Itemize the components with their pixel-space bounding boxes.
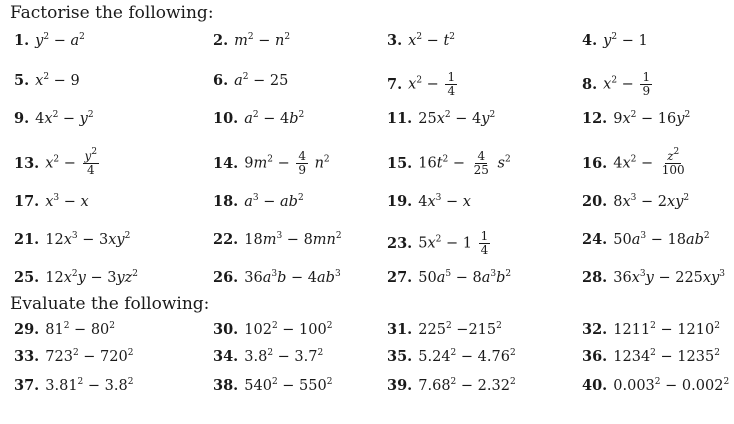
problem-number: 9. <box>14 110 30 127</box>
factorise-problem <box>14 147 101 177</box>
factorise-problem <box>387 31 455 51</box>
problem-number: 30. <box>213 321 239 338</box>
factorise-problem <box>387 109 495 129</box>
problem-expression: $4x^2$ − $\frac{z^2}{100}$ <box>613 147 685 177</box>
problem-number: 38. <box>213 377 239 394</box>
factorise-problem <box>14 230 130 250</box>
problem-number: 13. <box>14 154 40 172</box>
problem-number: 16. <box>582 154 608 172</box>
evaluate-problem <box>213 376 332 396</box>
evaluate-problem <box>387 320 502 340</box>
evaluate-problem <box>582 347 720 367</box>
problem-number: 37. <box>14 377 40 394</box>
problem-expression: $723^2 - 720^2$ <box>45 348 134 365</box>
factorise-problem <box>14 109 94 129</box>
problem-expression: $8x^3 - 2xy^2$ <box>613 193 690 210</box>
problem-number: 21. <box>14 231 40 248</box>
problem-expression: $x^2 - 9$ <box>35 72 80 89</box>
heading-evaluate: Evaluate the following: <box>10 294 210 314</box>
evaluate-problem <box>213 320 332 340</box>
evaluate-problem <box>14 376 133 396</box>
problem-expression: $x^3 - x$ <box>45 193 89 210</box>
factorise-problem <box>582 192 689 212</box>
problem-expression: $36x^3y - 225xy^3$ <box>613 269 726 286</box>
factorise-problem <box>213 268 341 288</box>
factorise-problem <box>387 71 459 98</box>
factorise-problem <box>582 71 654 98</box>
evaluate-problem <box>14 320 115 340</box>
problem-number: 1. <box>14 32 30 49</box>
problem-number: 12. <box>582 110 608 127</box>
factorise-problem <box>213 150 330 177</box>
problem-expression: 7.68$^2$ − 2.32$^2$ <box>418 377 516 394</box>
problem-number: 28. <box>582 269 608 286</box>
problem-number: 7. <box>387 75 403 93</box>
problem-number: 27. <box>387 269 413 286</box>
problem-expression: $x^2 - t^2$ <box>408 32 455 49</box>
problem-expression: $50a^3 - 18ab^2$ <box>613 231 710 248</box>
problem-expression: $9x^2 - 16y^2$ <box>613 110 691 127</box>
problem-expression: $50a^5 - 8a^3b^2$ <box>418 269 512 286</box>
problem-number: 25. <box>14 269 40 286</box>
problem-expression: $x^2$ − $\frac{1}{4}$ <box>408 70 456 98</box>
problem-expression: $9m^2$ − $\frac{4}{9}$ $n^2$ <box>244 149 330 177</box>
problem-expression: $12x^2y - 3yz^2$ <box>45 269 139 286</box>
problem-number: 26. <box>213 269 239 286</box>
problem-number: 40. <box>582 377 608 394</box>
problem-expression: $25x^2 - 4y^2$ <box>418 110 496 127</box>
problem-number: 11. <box>387 110 413 127</box>
problem-expression: 1234$^2$ − 1235$^2$ <box>613 348 720 365</box>
problem-number: 2. <box>213 32 229 49</box>
problem-number: 10. <box>213 110 239 127</box>
problem-expression: 0.003$^2$ − 0.002$^2$ <box>613 377 730 394</box>
factorise-problem <box>213 192 304 212</box>
problem-number: 22. <box>213 231 239 248</box>
problem-expression: $5x^2 - 1$ $\frac{1}{4}$ <box>418 229 489 257</box>
problem-number: 15. <box>387 154 413 172</box>
problem-number: 18. <box>213 193 239 210</box>
factorise-problem <box>387 150 511 177</box>
problem-number: 19. <box>387 193 413 210</box>
problem-number: 6. <box>213 72 229 89</box>
problem-number: 20. <box>582 193 608 210</box>
evaluate-problem <box>582 320 720 340</box>
factorise-problem <box>387 230 492 257</box>
problem-expression: $a^2 - 4b^2$ <box>244 110 305 127</box>
factorise-problem <box>582 109 690 129</box>
problem-number: 3. <box>387 32 403 49</box>
problem-expression: $16t^2$ − $\frac{4}{25}$ $s^2$ <box>418 149 511 177</box>
problem-expression: $y^2 - 1$ <box>603 32 648 49</box>
problem-number: 36. <box>582 348 608 365</box>
factorise-problem <box>14 268 138 288</box>
problem-expression: $540^2 - 550^2$ <box>244 377 333 394</box>
problem-number: 35. <box>387 348 413 365</box>
heading-factorise: Factorise the following: <box>10 3 214 23</box>
problem-expression: $4x^2 - y^2$ <box>35 110 94 127</box>
problem-expression: $102^2 - 100^2$ <box>244 321 333 338</box>
problem-number: 5. <box>14 72 30 89</box>
problem-expression: 1211$^2$ − 1210$^2$ <box>613 321 720 338</box>
problem-number: 17. <box>14 193 40 210</box>
evaluate-problem <box>387 376 516 396</box>
evaluate-problem <box>582 376 729 396</box>
problem-expression: $12x^3 - 3xy^2$ <box>45 231 131 248</box>
factorise-problem <box>582 147 689 177</box>
problem-number: 33. <box>14 348 40 365</box>
factorise-problem <box>14 31 85 51</box>
problem-number: 24. <box>582 231 608 248</box>
factorise-problem <box>213 31 290 51</box>
factorise-problem <box>582 230 710 250</box>
factorise-problem <box>387 192 471 212</box>
problem-number: 39. <box>387 377 413 394</box>
problem-number: 32. <box>582 321 608 338</box>
problem-expression: $m^2 - n^2$ <box>234 32 291 49</box>
problem-number: 8. <box>582 75 598 93</box>
problem-number: 23. <box>387 234 413 252</box>
problem-expression: $x^2$ − $\frac{y^2}{4}$ <box>45 147 98 177</box>
factorise-problem <box>213 109 304 129</box>
problem-expression: $a^2 - 25$ <box>234 72 289 89</box>
factorise-problem <box>14 192 89 212</box>
factorise-problem <box>213 230 342 250</box>
evaluate-problem <box>14 347 133 367</box>
factorise-problem <box>387 268 511 288</box>
problem-expression: $a^3 - ab^2$ <box>244 193 304 210</box>
factorise-problem <box>582 31 648 51</box>
evaluate-problem <box>213 347 323 367</box>
problem-expression: $36a^3b - 4ab^3$ <box>244 269 341 286</box>
problem-number: 31. <box>387 321 413 338</box>
problem-number: 29. <box>14 321 40 338</box>
problem-expression: $4x^3 - x$ <box>418 193 471 210</box>
problem-number: 14. <box>213 154 239 172</box>
problem-expression: $225^2 -215^2$ <box>418 321 502 338</box>
problem-expression: $18m^3 - 8mn^2$ <box>244 231 342 248</box>
problem-expression: $3.8^2 - 3.7^2$ <box>244 348 324 365</box>
problem-expression: $81^2 - 80^2$ <box>45 321 116 338</box>
problem-number: 34. <box>213 348 239 365</box>
factorise-problem <box>582 268 725 288</box>
problem-expression: $y^2 - a^2$ <box>35 32 85 49</box>
problem-number: 4. <box>582 32 598 49</box>
factorise-problem <box>213 71 288 91</box>
evaluate-problem <box>387 347 516 367</box>
problem-expression: $3.81^2 - 3.8^2$ <box>45 377 134 394</box>
problem-expression: 5.24$^2$ − 4.76$^2$ <box>418 348 516 365</box>
problem-expression: $x^2$ − $\frac{1}{9}$ <box>603 70 651 98</box>
factorise-problem <box>14 71 80 91</box>
